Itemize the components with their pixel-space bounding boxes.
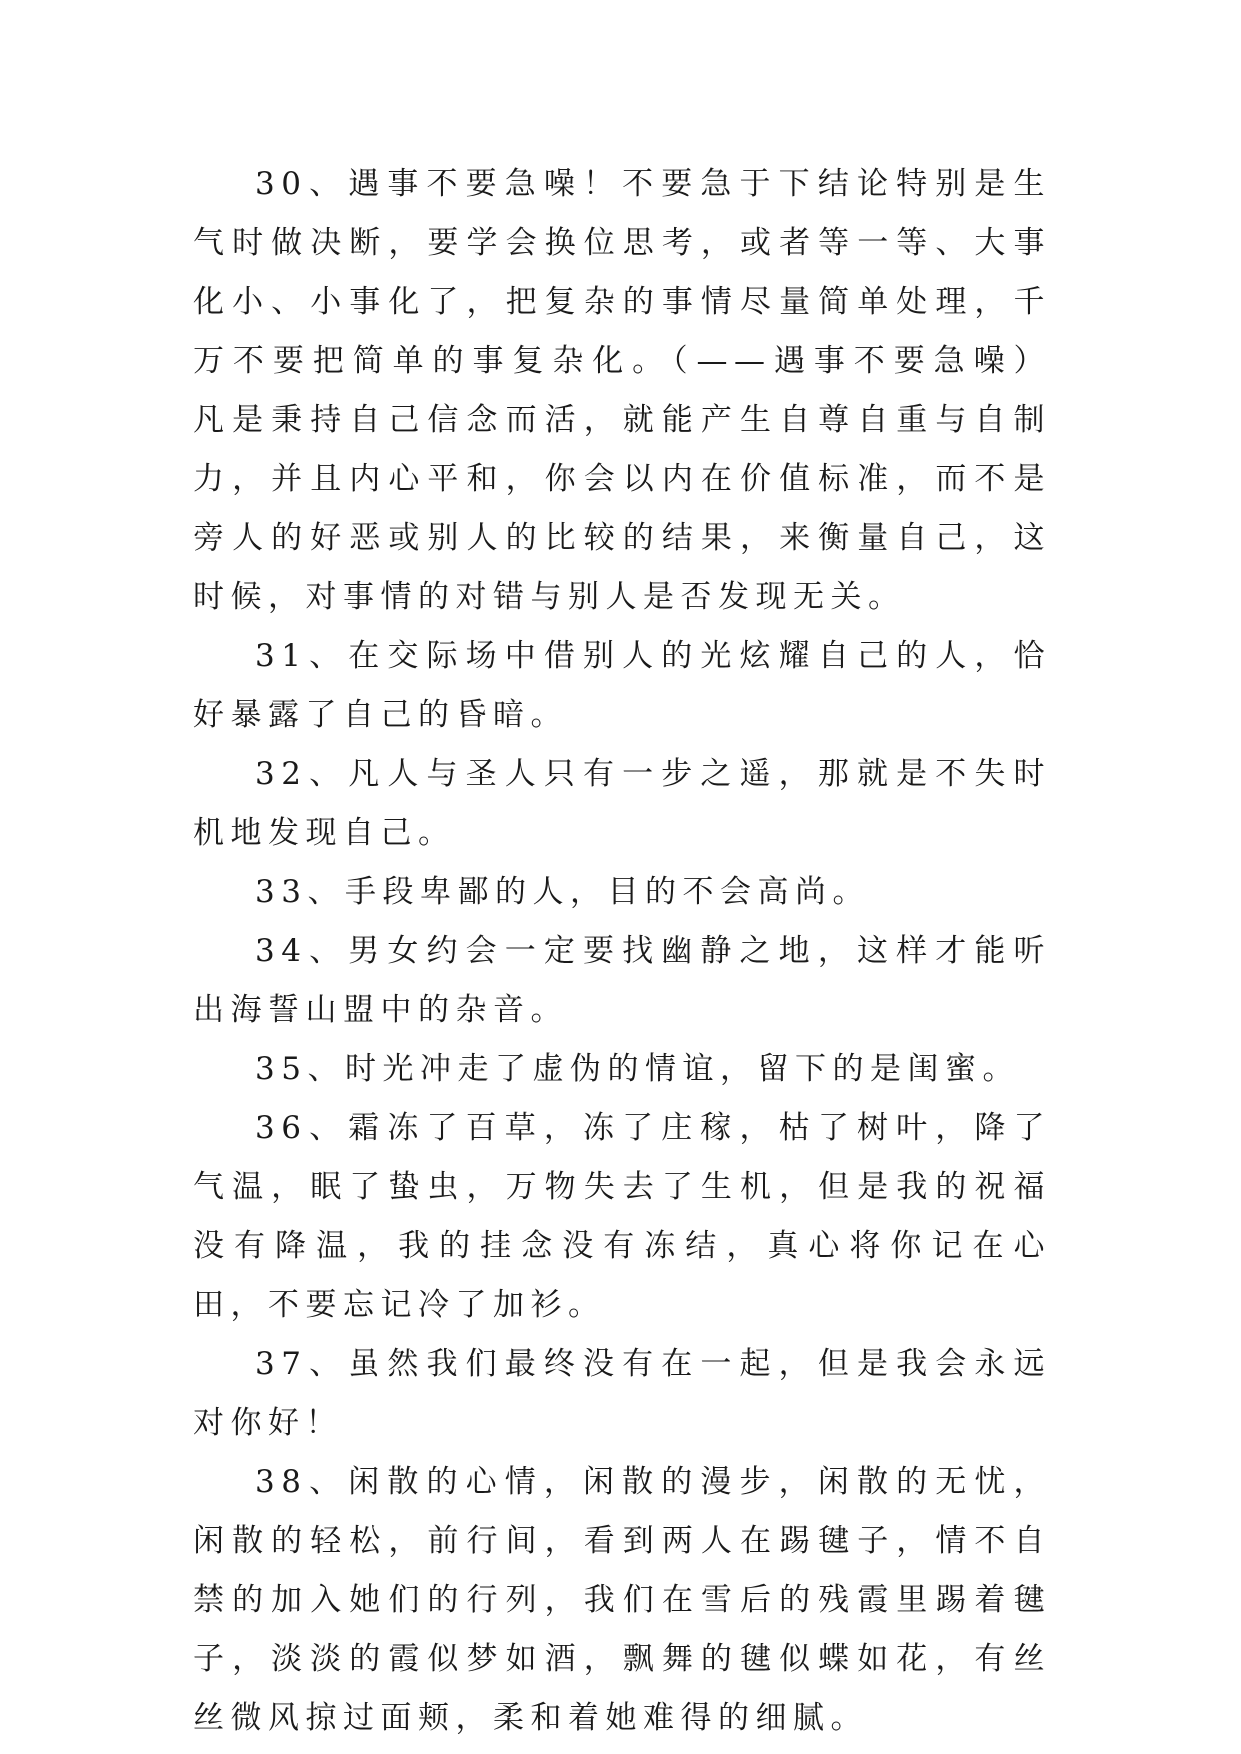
document-body bbox=[193, 155, 1051, 1748]
paragraph-31: 31、在交际场中借别人的光炫耀自己的人，恰好暴露了自己的昏暗。 bbox=[193, 638, 1051, 733]
paragraph-38: 38、闲散的心情，闲散的漫步，闲散的无忧，闲散的轻松，前行间，看到两人在踢毽子，情不自禁的加入她们的行列，我们在雪后的残霞里踢着毽子，淡淡的霞似梦如酒，飘舞的毽似蝶如花，有丝丝微风掠过面颊，柔和着她难得的细腻。 bbox=[193, 1464, 1051, 1736]
paragraph-30: 30、遇事不要急噪！不要急于下结论特别是生气时做决断，要学会换位思考，或者等一等、大事化小、小事化了，把复杂的事情尽量简单处理，千万不要把简单的事复杂化。（——遇事不要急噪） 凡是秉持自己信念而活，就能产生自尊自重与自制力，并且内心平和，你会以内在价值标准，而不是旁人的好恶或别人的比较的结果，来衡量自己，这时候，对事情的对错与别人是否发现无关。 bbox=[193, 166, 1051, 615]
paragraph-34: 34、男女约会一定要找幽静之地，这样才能听出海誓山盟中的杂音。 bbox=[193, 933, 1051, 1028]
paragraph-32: 32、凡人与圣人只有一步之遥，那就是不失时机地发现自己。 bbox=[193, 756, 1051, 851]
paragraph-36: 36、霜冻了百草，冻了庄稼，枯了树叶，降了气温，眠了蛰虫，万物失去了生机，但是我的祝福没有降温，我的挂念没有冻结，真心将你记在心田，不要忘记冷了加衫。 bbox=[193, 1110, 1051, 1323]
paragraph-35: 35、时光冲走了虚伪的情谊，留下的是闺蜜。 bbox=[255, 1051, 1020, 1087]
paragraph-37: 37、虽然我们最终没有在一起，但是我会永远对你好！ bbox=[193, 1346, 1051, 1441]
paragraph-33: 33、手段卑鄙的人，目的不会高尚。 bbox=[255, 874, 870, 910]
